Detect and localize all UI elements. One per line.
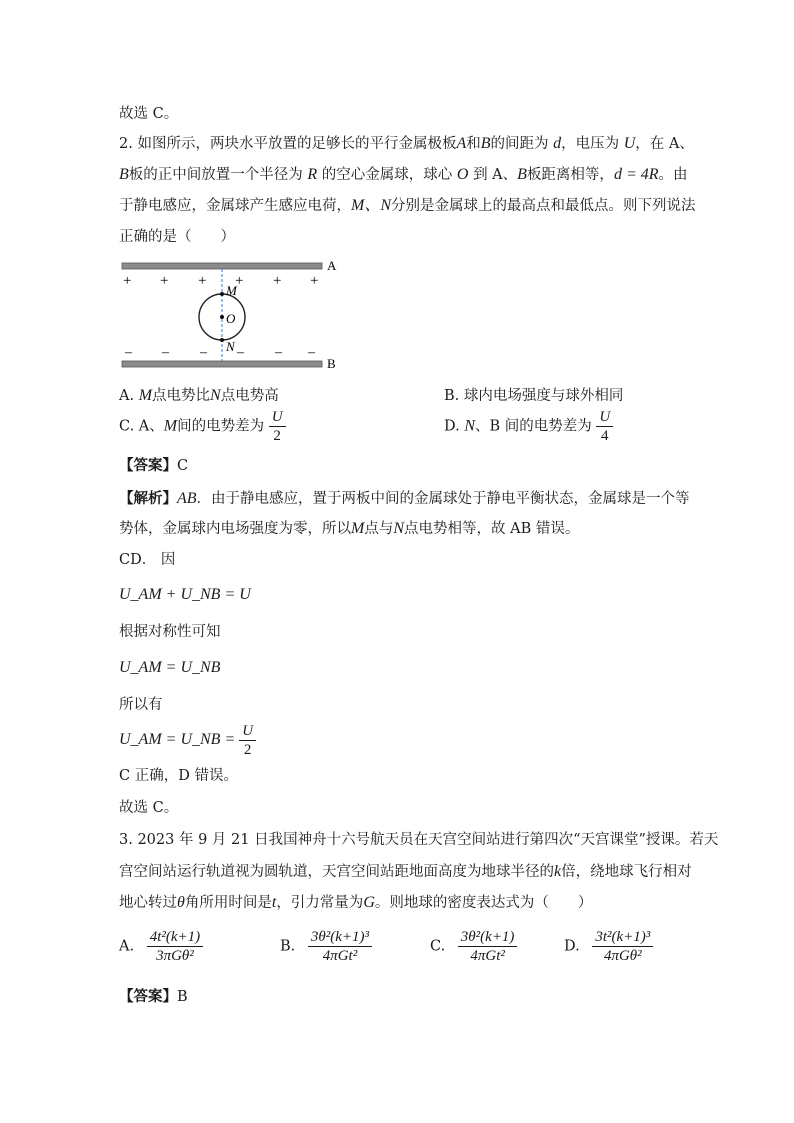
q3-option-a[interactable]: A. $\frac{\text{4t²(k+1)}}{\text{3πGθ²}}$ bbox=[119, 928, 203, 965]
q2-so-line: 所以有 bbox=[119, 697, 163, 713]
q2-analysis-line1: 【解析】AB．由于静电感应，置于两板中间的金属球处于静电平衡状态，金属球是一个等 bbox=[119, 490, 690, 507]
q3-stem-line3: 地心转过θ角所用时间是t，引力常量为G。则地球的密度表达式为（ ） bbox=[119, 894, 593, 911]
svg-text:+: + bbox=[235, 273, 244, 289]
q2-option-c[interactable]: C. A、M间的电势差为 $\frac{U}{2}$ bbox=[119, 408, 286, 445]
svg-text:–: – bbox=[237, 345, 244, 360]
plate-a-label: A bbox=[327, 258, 337, 273]
label-o: O bbox=[226, 311, 236, 326]
svg-text:–: – bbox=[275, 345, 282, 360]
plus-charges bbox=[123, 273, 318, 289]
svg-text:+: + bbox=[310, 273, 319, 289]
q2-option-d[interactable]: D. N、B 间的电势差为 $\frac{U}{4}$ bbox=[444, 408, 613, 445]
q2-conclusion: C 正确，D 错误。 bbox=[119, 768, 238, 784]
svg-text:+: + bbox=[273, 273, 282, 289]
label-m: M bbox=[226, 283, 237, 298]
point-m bbox=[220, 292, 224, 296]
point-o bbox=[220, 315, 224, 319]
capacitor-figure bbox=[115, 255, 355, 375]
q2-cd-line: CD． 因 bbox=[119, 552, 176, 568]
q2-stem-line3: 于静电感应，金属球产生感应电荷，M、N分别是金属球上的最高点和最低点。则下列说法 bbox=[119, 197, 696, 214]
prev-answer-line: 故选 C。 bbox=[119, 106, 179, 122]
plate-b-label: B bbox=[327, 356, 336, 371]
svg-text:+: + bbox=[198, 273, 207, 289]
q2-option-b[interactable]: B. 球内电场强度与球外相同 bbox=[444, 388, 624, 404]
svg-text:–: – bbox=[308, 345, 315, 360]
point-n bbox=[220, 338, 224, 342]
q2-final: 故选 C。 bbox=[119, 800, 179, 816]
plate-b bbox=[122, 361, 322, 367]
svg-text:+: + bbox=[160, 273, 169, 289]
q2-equation-3: U_AM = U_NB = $\frac{U}{2}$ bbox=[119, 722, 256, 759]
q3-option-d[interactable]: D. $\frac{\text{3t²(k+1)³}}{\text{4πGθ²}}$ bbox=[564, 928, 653, 965]
svg-text:–: – bbox=[200, 345, 207, 360]
label-n: N bbox=[226, 339, 235, 354]
q2-answer: 【答案】C bbox=[119, 457, 189, 474]
q2-symmetry-line: 根据对称性可知 bbox=[119, 624, 221, 640]
q2-analysis-line2: 势体，金属球内电场强度为零，所以M点与N点电势相等，故 AB 错误。 bbox=[119, 520, 580, 537]
q2-equation-2: U_AM = U_NB bbox=[119, 659, 221, 676]
svg-text:–: – bbox=[162, 345, 169, 360]
q3-stem-line2: 宫空间站运行轨道视为圆轨道，天宫空间站距地面高度为地球半径的k倍，绕地球飞行相对 bbox=[119, 863, 692, 880]
q2-stem-line1: 2. 如图所示，两块水平放置的足够长的平行金属极板A和B的间距为 d，电压为 U，在 A、 bbox=[119, 135, 694, 152]
minus-charges bbox=[124, 345, 316, 360]
q3-stem-line1: 3. 2023 年 9 月 21 日我国神舟十六号航天员在天宫空间站进行第四次“天宫课堂”授课。若天 bbox=[119, 832, 719, 848]
q2-stem-line2: B板的正中间放置一个半径为 R 的空心金属球，球心 O 到 A、B板距离相等，d = 4R。由 bbox=[119, 166, 688, 183]
svg-text:+: + bbox=[123, 273, 132, 289]
q2-stem-line4: 正确的是（ ） bbox=[119, 229, 235, 245]
q2-equation-1 bbox=[119, 585, 251, 605]
q3-answer: 【答案】B bbox=[119, 988, 188, 1005]
q3-option-b[interactable]: B. $\frac{\text{3θ²(k+1)³}}{\text{4πGt²}}$ bbox=[280, 928, 372, 965]
q2-option-a[interactable]: A. M点电势比N点电势高 bbox=[119, 387, 279, 404]
plate-a bbox=[122, 263, 322, 269]
q3-option-c[interactable]: C. $\frac{\text{3θ²(k+1)}}{\text{4πGt²}}$ bbox=[430, 928, 517, 965]
eq1-text: U_AM + U_NB = U bbox=[119, 586, 251, 603]
svg-text:–: – bbox=[125, 345, 132, 360]
